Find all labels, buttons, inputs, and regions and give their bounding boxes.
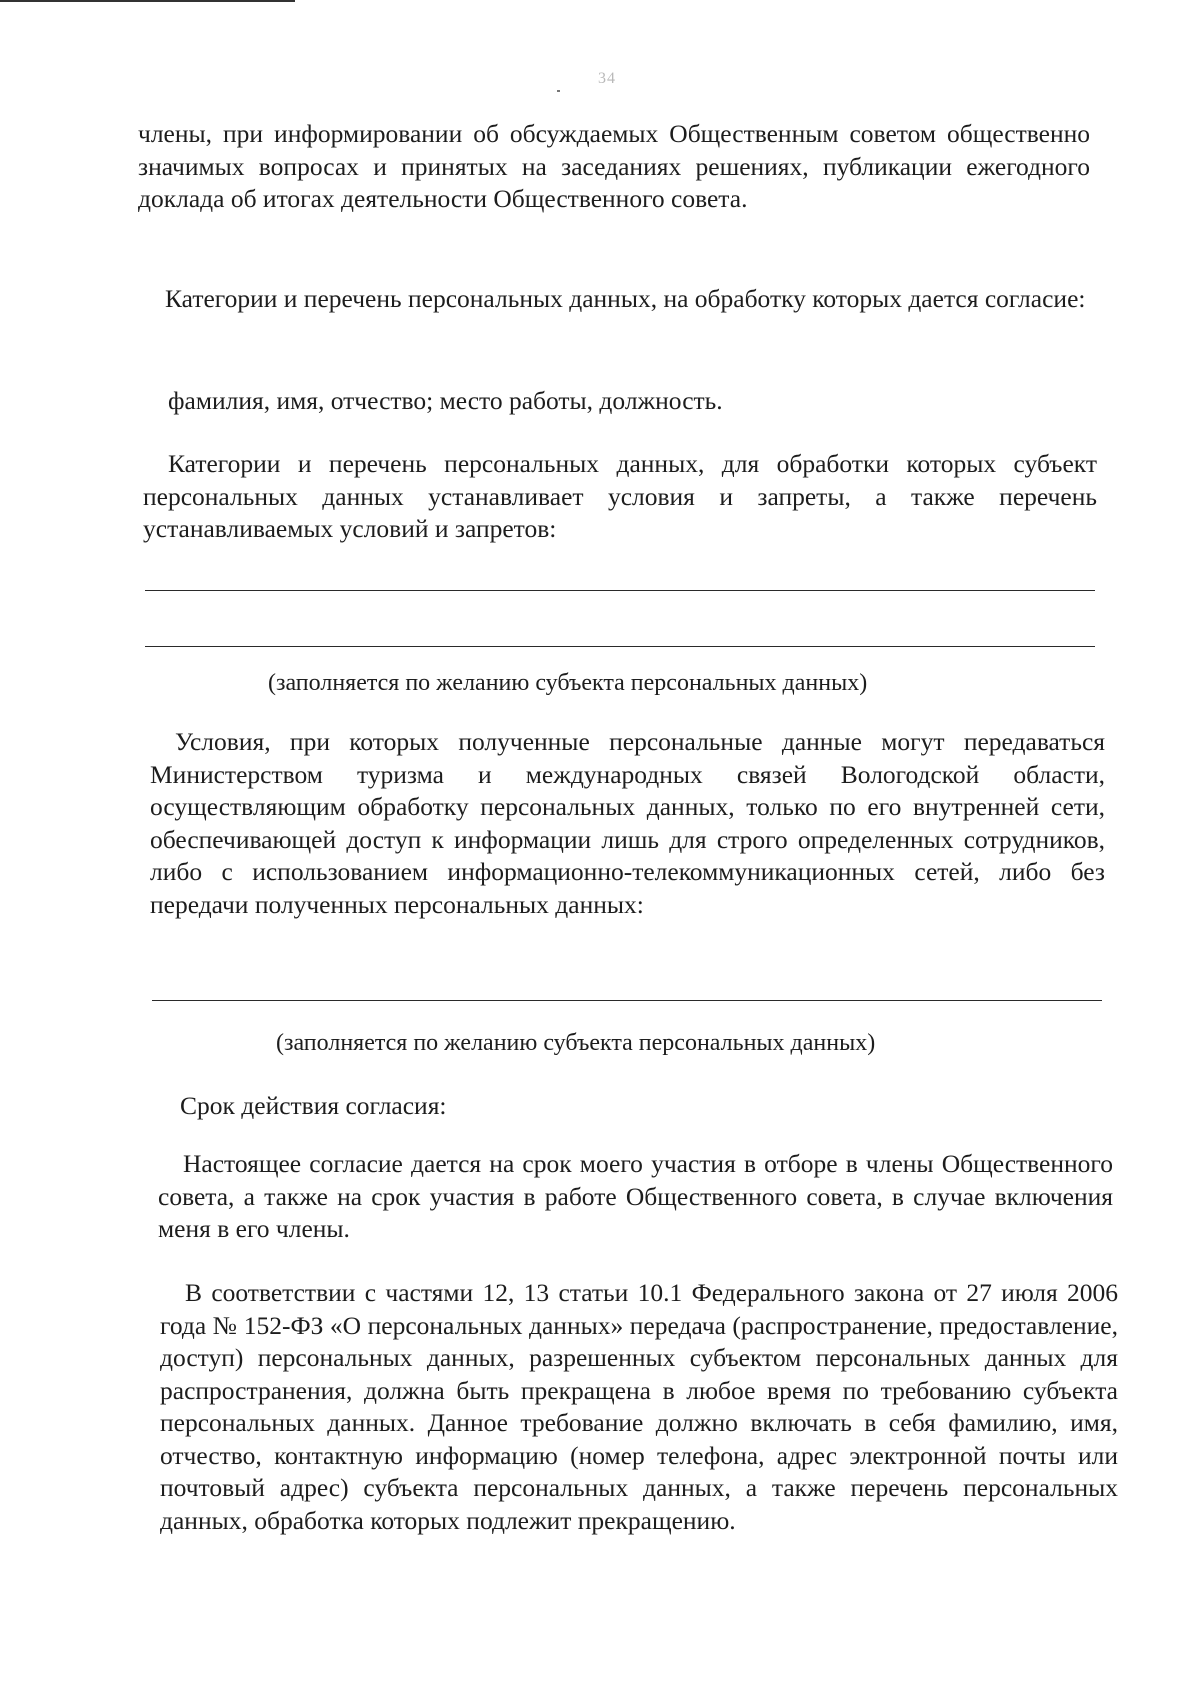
paragraph-members-info: члены, при информировании об обсуждаемых Общественным советом общественно значимых вопросах и принятых на заседаниях решениях, публикации ежегодного доклада об итогах деятельности Общественного совета. bbox=[138, 119, 1090, 213]
paragraph-data-categories: Категории и перечень персональных данных, на обработку которых дается согласие: bbox=[165, 284, 1086, 313]
page-number: 34 bbox=[598, 70, 616, 87]
fill-in-line bbox=[145, 646, 1095, 647]
paragraph-transfer-conditions: Условия, при которых полученные персональные данные могут передаваться Министерством туризма и международных связей Вологодской области, осуществляющим обработку персональных данных, только по его внутренней сети, обеспечивающей доступ к информации лишь для строго определенных сотрудников, либо с использованием информационно-телекоммуникационных сетей, либо без передачи полученных персональных данных: bbox=[150, 727, 1105, 919]
paragraph-restrictions: Категории и перечень персональных данных, для обработки которых субъект персональных данных устанавливает условия и запреты, а также перечень устанавливаемых условий и запретов: bbox=[143, 449, 1097, 543]
scan-speck bbox=[557, 90, 560, 92]
paragraph-law-reference: В соответствии с частями 12, 13 статьи 10.1 Федерального закона от 27 июля 2006 года № 152-ФЗ «О персональных данных» передача (распространение, предоставление, доступ) персональных данных, разрешенных субъектом персональных данных для распространения, должна быть прекращена в любое время по требованию субъекта персональных данных. Данное требование должно включать в себя фамилию, имя, отчество, контактную информацию (номер телефона, адрес электронной почты или почтовый адрес) субъекта персональных данных, а также перечень персональных данных, обработка которых подлежит прекращению. bbox=[160, 1278, 1118, 1535]
fill-in-line bbox=[145, 590, 1095, 591]
scan-edge-line bbox=[0, 0, 295, 2]
fill-in-note: (заполняется по желанию субъекта персональных данных) bbox=[276, 1030, 876, 1056]
paragraph-data-list: фамилия, имя, отчество; место работы, должность. bbox=[168, 386, 723, 415]
fill-in-note: (заполняется по желанию субъекта персональных данных) bbox=[268, 670, 868, 696]
paragraph-consent-term: Настоящее согласие дается на срок моего участия в отборе в члены Общественного совета, а также на срок участия в работе Общественного совета, в случае включения меня в его члены. bbox=[158, 1149, 1113, 1243]
paragraph-consent-term-heading: Срок действия согласия: bbox=[180, 1091, 447, 1120]
fill-in-line bbox=[152, 1000, 1102, 1001]
